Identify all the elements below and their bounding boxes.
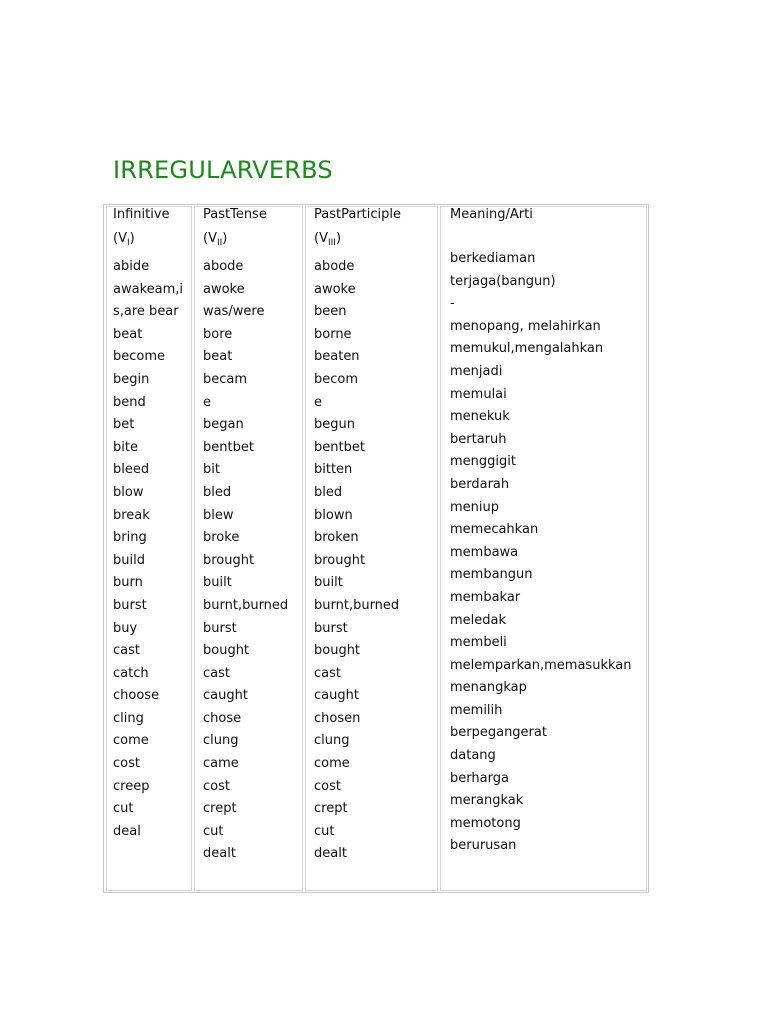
meaning-cell: memotong: [450, 815, 521, 831]
infinitive-cell: bend: [113, 394, 146, 410]
header-infinitive-label: Infinitive: [113, 207, 170, 222]
past-tense-cell: bit: [203, 462, 220, 478]
past-participle-cell: becom: [314, 371, 359, 387]
infinitive-cell: cast: [113, 643, 140, 659]
meaning-list: [450, 248, 631, 858]
infinitive-cell: blow: [113, 484, 144, 500]
past-participle-cell: chosen: [314, 710, 361, 726]
infinitive-cell: bet: [113, 417, 135, 433]
infinitive-cell: s,are bear: [113, 304, 179, 320]
meaning-cell: terjaga(bangun): [450, 273, 556, 289]
infinitive-cell: begin: [113, 371, 150, 387]
infinitive-cell: come: [113, 733, 149, 749]
meaning-cell: menjadi: [450, 363, 503, 379]
meaning-cell: memecahkan: [450, 522, 539, 538]
header-infinitive: [113, 203, 170, 255]
past-participle-cell: brought: [314, 552, 366, 568]
past-tense-cell: bore: [203, 326, 233, 342]
infinitive-cell: cut: [113, 801, 134, 817]
past-tense-cell: cut: [203, 823, 224, 839]
meaning-cell: berharga: [450, 770, 509, 786]
past-participle-cell: begun: [314, 417, 355, 433]
past-tense-cell: brought: [203, 552, 255, 568]
past-participle-cell: bentbet: [314, 439, 365, 455]
past-tense-cell: bentbet: [203, 439, 254, 455]
meaning-cell: memukul,mengalahkan: [450, 341, 604, 357]
past-participle-cell: built: [314, 575, 343, 591]
past-tense-cell: cost: [203, 778, 230, 794]
past-tense-cell: burst: [203, 620, 237, 636]
past-participle-cell: dealt: [314, 846, 347, 862]
meaning-cell: melemparkan,memasukkan: [450, 657, 632, 673]
header-past-participle-label: PastParticiple: [314, 207, 401, 222]
header-past-tense-symbol: $(V_{II})$: [203, 231, 228, 248]
infinitive-cell: cost: [113, 756, 140, 772]
past-participle-list: [314, 256, 399, 866]
infinitive-cell: build: [113, 552, 145, 568]
infinitive-cell: bite: [113, 439, 138, 455]
past-participle-cell: crept: [314, 801, 348, 817]
past-tense-cell: chose: [203, 710, 242, 726]
infinitive-cell: become: [113, 349, 166, 365]
past-tense-cell: bought: [203, 643, 250, 659]
past-tense-list: [203, 256, 288, 866]
header-past-participle: [314, 203, 401, 255]
infinitive-cell: deal: [113, 823, 141, 839]
infinitive-cell: bring: [113, 530, 147, 546]
past-tense-cell: came: [203, 756, 239, 772]
meaning-cell: bertaruh: [450, 431, 507, 447]
meaning-cell: membawa: [450, 544, 519, 560]
past-tense-cell: dealt: [203, 846, 236, 862]
past-tense-cell: caught: [203, 688, 248, 704]
meaning-cell: menggigit: [450, 454, 516, 470]
header-past-tense-label: PastTense: [203, 207, 267, 222]
past-participle-cell: caught: [314, 688, 359, 704]
past-tense-cell: blew: [203, 507, 234, 523]
past-tense-cell: burnt,burned: [203, 597, 289, 613]
header-past-tense: [203, 203, 267, 255]
past-tense-cell: abode: [203, 259, 244, 274]
meaning-cell: berkediaman: [450, 251, 536, 266]
past-tense-cell: began: [203, 417, 244, 433]
infinitive-cell: break: [113, 507, 150, 523]
meaning-cell: merangkak: [450, 793, 524, 809]
infinitive-cell: catch: [113, 665, 149, 681]
meaning-cell: meniup: [450, 499, 500, 515]
past-tense-cell: bled: [203, 484, 232, 500]
past-tense-cell: crept: [203, 801, 237, 817]
past-tense-cell: e: [203, 394, 211, 410]
infinitive-cell: beat: [113, 326, 143, 342]
meaning-cell: datang: [450, 748, 496, 764]
meaning-cell: membangun: [450, 567, 533, 583]
past-tense-cell: cast: [203, 665, 230, 681]
header-meaning-label: Meaning/Arti: [450, 207, 533, 222]
meaning-cell: meledak: [450, 612, 507, 628]
past-participle-cell: abode: [314, 259, 355, 274]
past-tense-cell: becam: [203, 371, 248, 387]
past-tense-cell: built: [203, 575, 232, 591]
past-participle-cell: burnt,burned: [314, 597, 400, 613]
infinitive-cell: bleed: [113, 462, 150, 478]
past-participle-cell: blown: [314, 507, 353, 523]
past-participle-cell: burst: [314, 620, 348, 636]
past-tense-cell: was/were: [203, 304, 265, 320]
infinitive-cell: cling: [113, 710, 144, 726]
meaning-cell: memilih: [450, 702, 503, 718]
past-participle-cell: borne: [314, 326, 352, 342]
past-participle-cell: been: [314, 304, 347, 320]
infinitive-cell: choose: [113, 688, 160, 704]
past-tense-cell: clung: [203, 733, 239, 749]
infinitive-list: [113, 256, 183, 843]
infinitive-cell: creep: [113, 778, 150, 794]
past-tense-cell: beat: [203, 349, 233, 365]
past-participle-cell: awoke: [314, 281, 356, 297]
meaning-cell: membeli: [450, 635, 507, 651]
past-participle-cell: cost: [314, 778, 341, 794]
header-infinitive-symbol: $(V_I)$: [113, 231, 135, 248]
meaning-cell: memulai: [450, 386, 507, 402]
past-tense-cell: broke: [203, 530, 240, 546]
past-tense-cell: awoke: [203, 281, 245, 297]
header-past-participle-symbol: $(V_{III})$: [314, 231, 342, 248]
meaning-cell: berurusan: [450, 838, 517, 854]
infinitive-cell: abide: [113, 259, 150, 274]
infinitive-cell: burst: [113, 597, 147, 613]
infinitive-cell: burn: [113, 575, 143, 591]
past-participle-cell: bitten: [314, 462, 353, 478]
header-meaning: [450, 203, 533, 227]
meaning-cell: berpegangerat: [450, 725, 547, 741]
infinitive-cell: awakeam,i: [113, 281, 184, 297]
past-participle-cell: cast: [314, 665, 341, 681]
infinitive-cell: buy: [113, 620, 138, 636]
past-participle-cell: broken: [314, 530, 359, 546]
past-participle-cell: cut: [314, 823, 335, 839]
past-participle-cell: beaten: [314, 349, 360, 365]
meaning-cell: menopang, melahirkan: [450, 318, 601, 334]
past-participle-cell: come: [314, 756, 350, 772]
page-title: IRREGULARVERBS: [113, 156, 333, 184]
meaning-cell: -: [450, 296, 455, 312]
meaning-cell: menekuk: [450, 409, 510, 425]
past-participle-cell: bled: [314, 484, 343, 500]
meaning-cell: menangkap: [450, 680, 527, 696]
past-participle-cell: bought: [314, 643, 361, 659]
meaning-cell: membakar: [450, 589, 521, 605]
past-participle-cell: clung: [314, 733, 350, 749]
meaning-cell: berdarah: [450, 476, 510, 492]
past-participle-cell: e: [314, 394, 322, 410]
